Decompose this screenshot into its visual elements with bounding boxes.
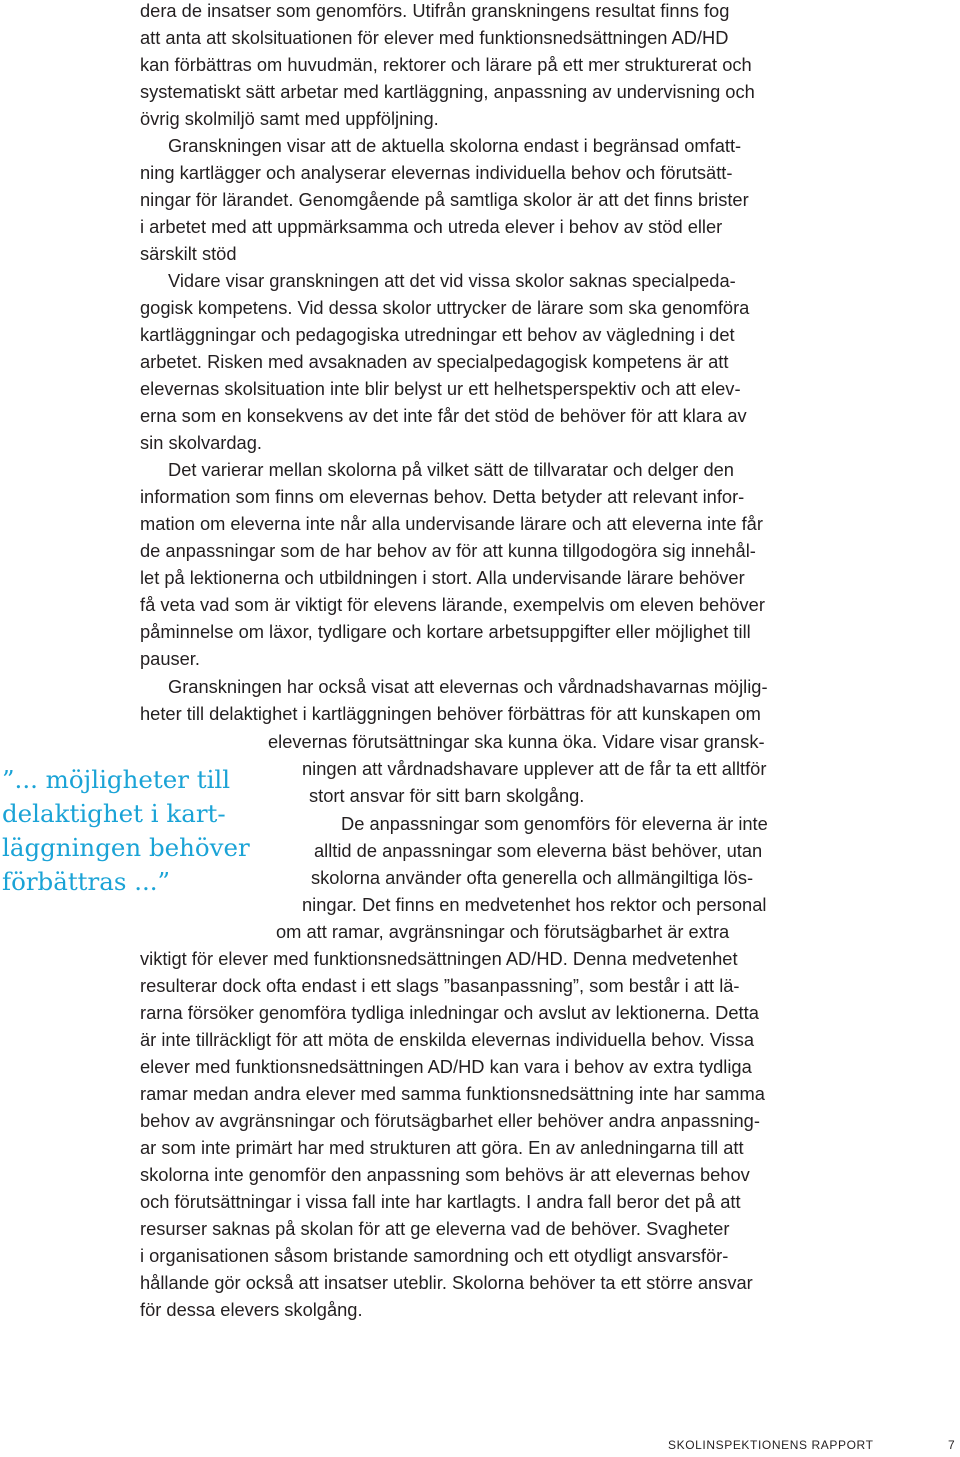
body-line: mation om eleverna inte når alla undervisande lärare och att eleverna inte får	[140, 513, 763, 534]
body-line: skolorna inte genomför den anpassning som behövs är att elevernas behov	[140, 1164, 750, 1185]
body-line: ning kartlägger och analyserar elevernas individuella behov och förutsätt-	[140, 162, 733, 183]
body-line: ningen att vårdnadshavare upplever att de får ta ett alltför	[302, 758, 767, 779]
body-line: dera de insatser som genomförs. Utifrån granskningens resultat finns fog	[140, 0, 730, 21]
body-line: att anta att skolsituationen för elever med funktionsnedsättningen AD/HD	[140, 27, 729, 48]
body-line: heter till delaktighet i kartläggningen behöver förbättras för att kunskapen om	[140, 703, 761, 724]
body-line: erna som en konsekvens av det inte får det stöd de behöver för att klara av	[140, 405, 747, 426]
pull-quote-line: läggningen behöver	[2, 833, 250, 862]
body-line: för dessa elevers skolgång.	[140, 1299, 363, 1320]
body-line: skolorna använder ofta generella och allmängiltiga lös-	[311, 867, 754, 888]
body-line: rarna försöker genomföra tydliga inledningar och avslut av lektionerna. Detta	[140, 1002, 759, 1023]
body-line: kan förbättras om huvudmän, rektorer och lärare på ett mer strukturerat och	[140, 54, 752, 75]
body-line: är inte tillräckligt för att möta de enskilda elevernas individuella behov. Vissa	[140, 1029, 755, 1050]
body-line: hållande gör också att insatser uteblir. Skolorna behöver ta ett större ansvar	[140, 1272, 753, 1293]
body-line: viktigt för elever med funktionsnedsättningen AD/HD. Denna medvetenhet	[140, 948, 738, 969]
body-line: om att ramar, avgränsningar och förutsägbarhet är extra	[276, 921, 730, 942]
body-line: få veta vad som är viktigt för elevens lärande, exempelvis om eleven behöver	[140, 594, 765, 615]
body-line: övrig skolmiljö samt med uppföljning.	[140, 108, 439, 129]
footer-publication: SKOLINSPEKTIONENS RAPPORT	[668, 1438, 874, 1452]
body-line: särskilt stöd	[140, 243, 237, 264]
body-line: elevernas förutsättningar ska kunna öka. Vidare visar gransk-	[268, 731, 765, 752]
body-line: behov av avgränsningar och förutsägbarhet eller behöver andra anpassning-	[140, 1110, 760, 1131]
body-line: pauser.	[140, 648, 200, 669]
body-line: information som finns om elevernas behov. Detta betyder att relevant infor-	[140, 486, 745, 507]
body-line: elevernas skolsituation inte blir belyst ur ett helhetsperspektiv och att elev-	[140, 378, 741, 399]
body-line: ar som inte primärt har med strukturen att göra. En av anledningarna till att	[140, 1137, 744, 1158]
body-line: ningar för lärandet. Genomgående på samtliga skolor är att det finns brister	[140, 189, 749, 210]
body-line: påminnelse om läxor, tydligare och kortare arbetsuppgifter eller möjlighet till	[140, 621, 751, 642]
page-number: 7	[948, 1438, 955, 1452]
pull-quote-line: förbättras ...”	[2, 867, 171, 896]
body-line: kartläggningar och pedagogiska utredningar ett behov av vägledning i det	[140, 324, 735, 345]
body-line: ramar medan andra elever med samma funktionsnedsättning inte har samma	[140, 1083, 765, 1104]
body-line: let på lektionerna och utbildningen i stort. Alla undervisande lärare behöver	[140, 567, 745, 588]
body-line: i organisationen såsom bristande samordning och ett otydligt ansvarsför-	[140, 1245, 729, 1266]
pull-quote-line: ”... möjligheter till	[2, 765, 231, 794]
body-line: de anpassningar som de har behov av för att kunna tillgodogöra sig innehål-	[140, 540, 756, 561]
body-line: resulterar dock ofta endast i ett slags ”basanpassning”, som består i att lä-	[140, 975, 740, 996]
body-line: Granskningen har också visat att elevernas och vårdnadshavarnas möjlig-	[168, 676, 768, 697]
body-line: Granskningen visar att de aktuella skolorna endast i begränsad omfatt-	[168, 135, 742, 156]
body-line: Vidare visar granskningen att det vid vissa skolor saknas specialpeda-	[168, 270, 736, 291]
body-line: De anpassningar som genomförs för eleverna är inte	[341, 813, 768, 834]
body-line: gogisk kompetens. Vid dessa skolor uttrycker de lärare som ska genomföra	[140, 297, 750, 318]
body-line: systematiskt sätt arbetar med kartläggning, anpassning av undervisning och	[140, 81, 755, 102]
body-line: Det varierar mellan skolorna på vilket sätt de tillvaratar och delger den	[168, 459, 734, 480]
body-line: arbetet. Risken med avsaknaden av specialpedagogisk kompetens är att	[140, 351, 729, 372]
body-line: ningar. Det finns en medvetenhet hos rektor och personal	[302, 894, 767, 915]
body-line: i arbetet med att uppmärksamma och utreda elever i behov av stöd eller	[140, 216, 723, 237]
pull-quote-line: delaktighet i kart-	[2, 799, 226, 828]
body-line: elever med funktionsnedsättningen AD/HD kan vara i behov av extra tydliga	[140, 1056, 752, 1077]
body-line: sin skolvardag.	[140, 432, 262, 453]
body-line: alltid de anpassningar som eleverna bäst behöver, utan	[314, 840, 763, 861]
body-line: stort ansvar för sitt barn skolgång.	[309, 785, 585, 806]
body-line: resurser saknas på skolan för att ge eleverna vad de behöver. Svagheter	[140, 1218, 730, 1239]
body-line: och förutsättningar i vissa fall inte har kartlagts. I andra fall beror det på att	[140, 1191, 741, 1212]
